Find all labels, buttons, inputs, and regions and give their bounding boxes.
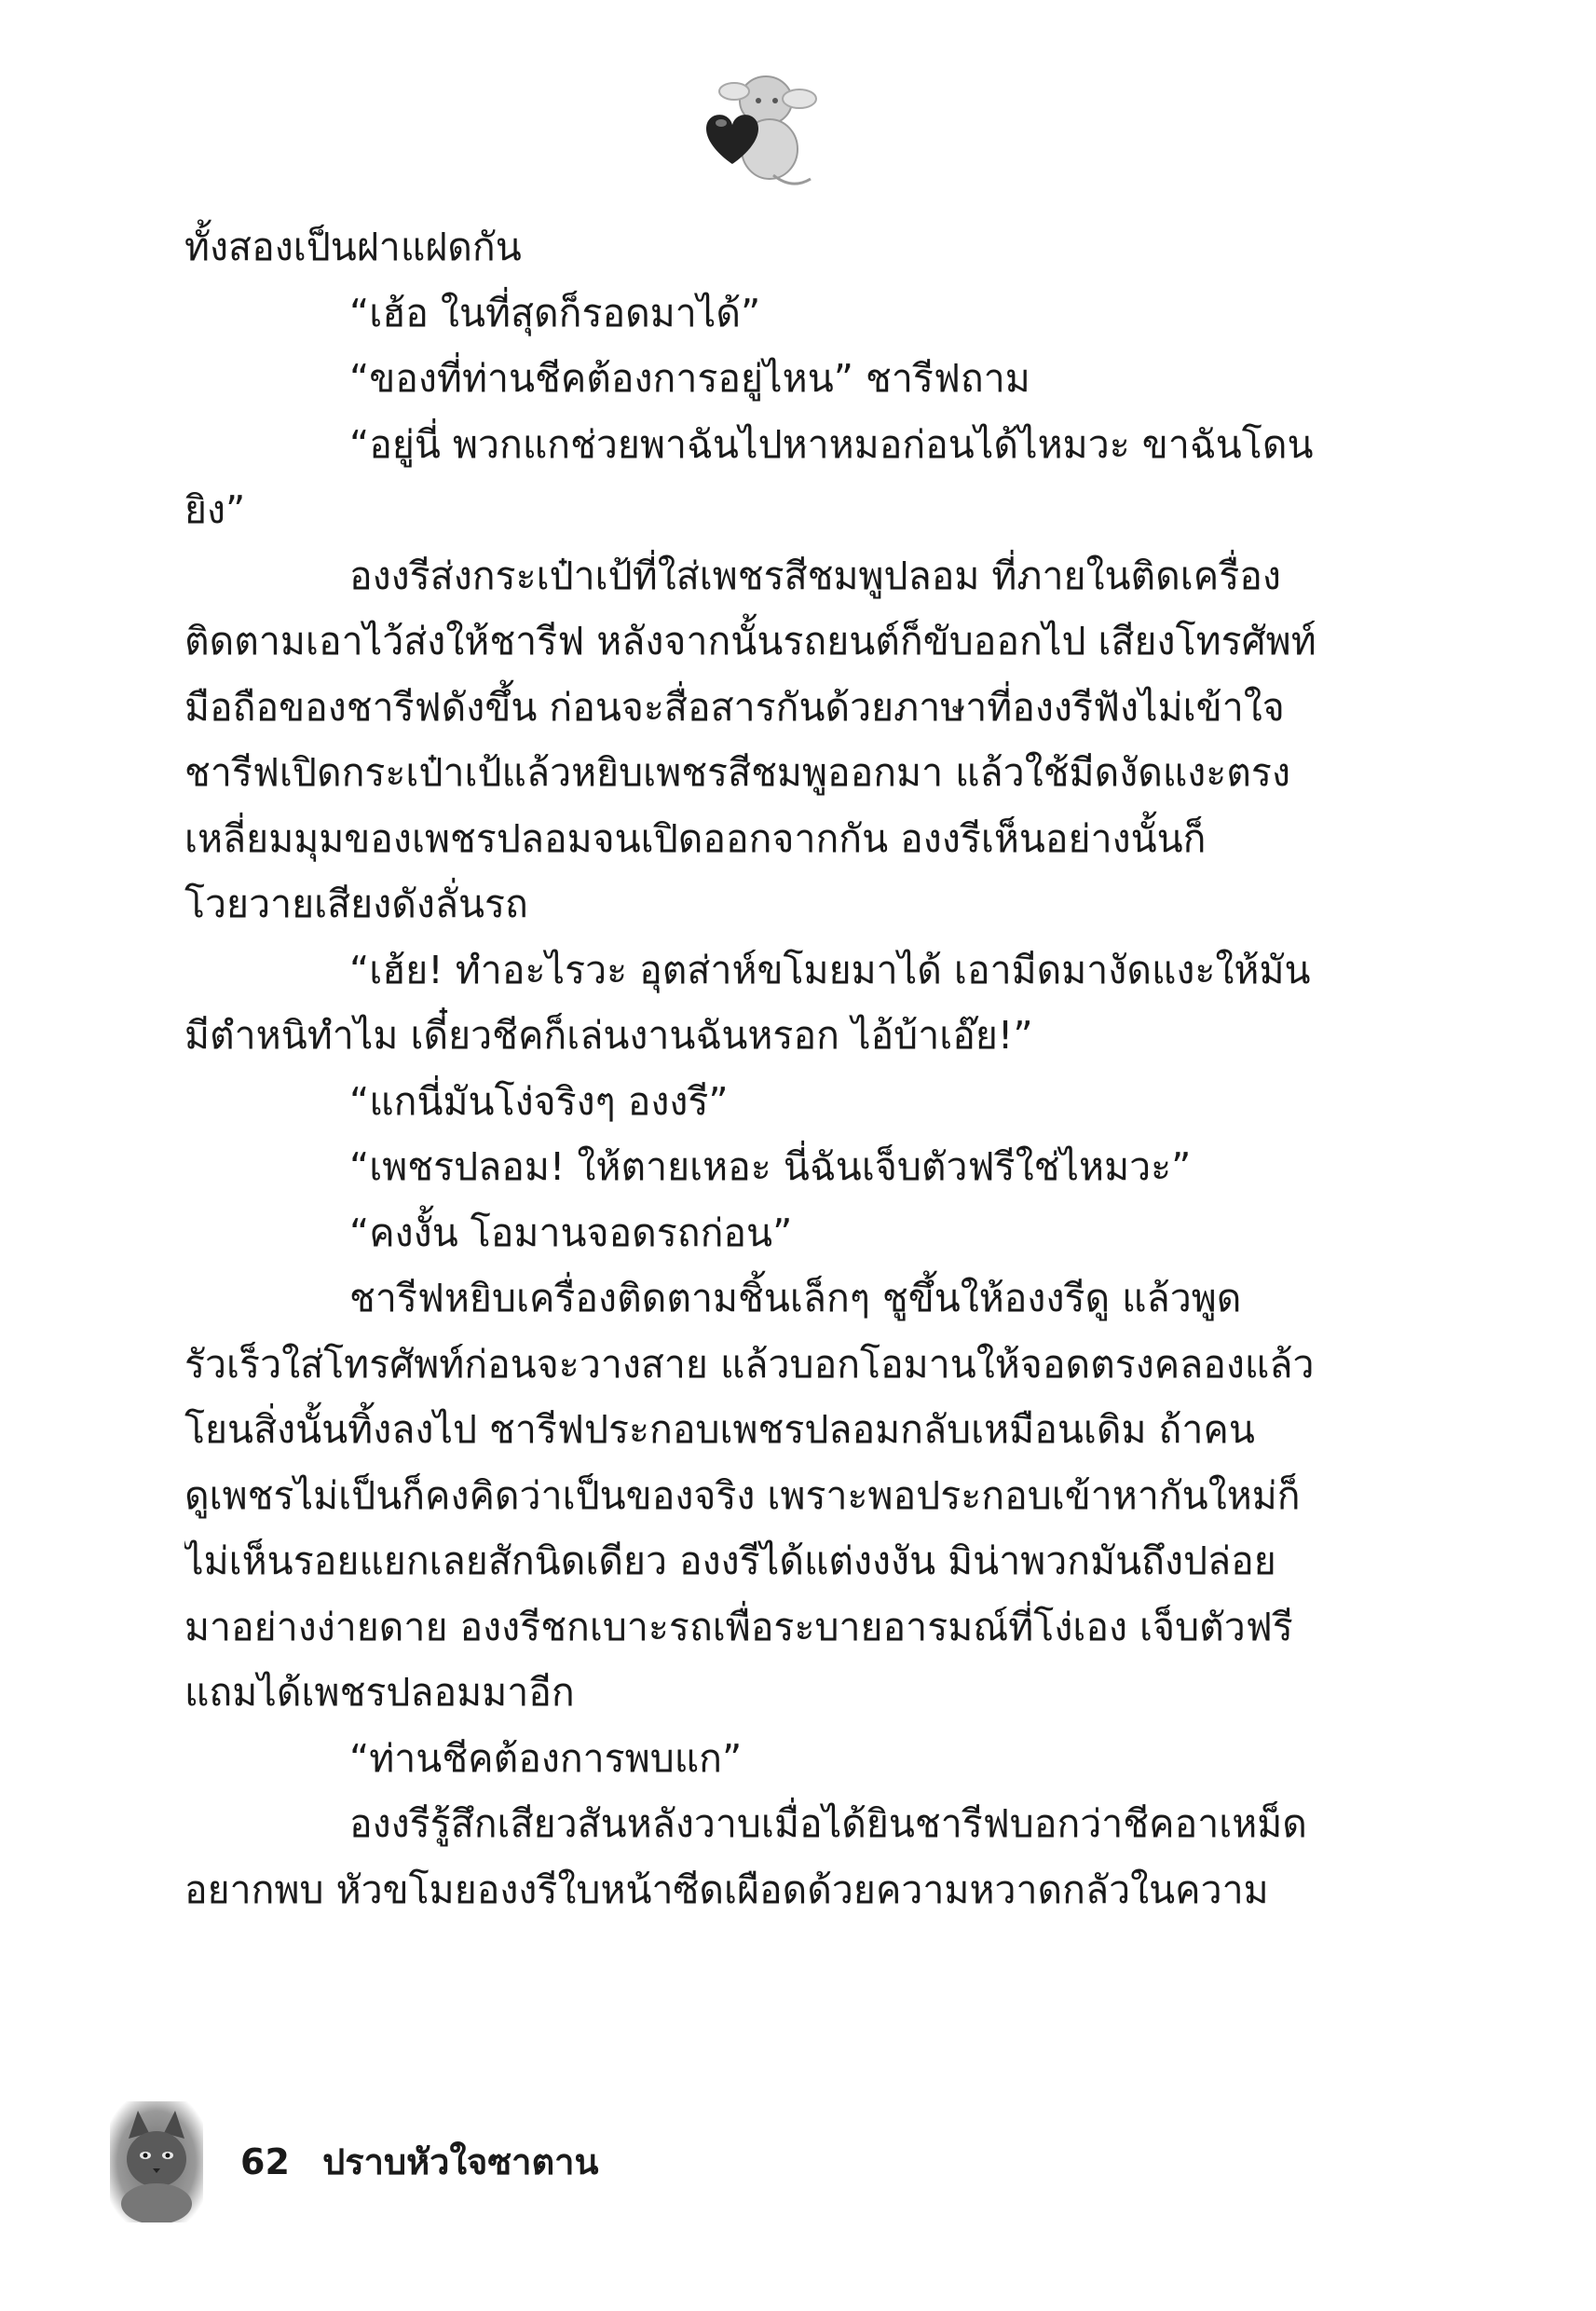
text-line: ยิง” [184, 487, 246, 532]
text-line: “แกนี่มันโง่จริงๆ องงรี” [349, 1078, 729, 1124]
text-line: “ของที่ท่านชีคต้องการอยู่ไหน” ชารีฟถาม [349, 356, 1030, 401]
cupid-heart-icon [689, 63, 820, 194]
text-line: ดูเพชรไม่เป็นก็คงคิดว่าเป็นของจริง เพราะพอประกอบเข้าหากันใหม่ก็ [184, 1472, 1301, 1518]
text-line: องงรีส่งกระเป๋าเป้ที่ใส่เพชรสีชมพูปลอม ที่ภายในติดเครื่อง [349, 553, 1281, 598]
text-line: มาอย่างง่ายดาย องงรีชกเบาะรถเพื่อระบายอารมณ์ที่โง่เอง เจ็บตัวฟรี [184, 1604, 1293, 1649]
text-line: แถมได้เพชรปลอมมาอีก [184, 1670, 575, 1715]
text-line: ติดตามเอาไว้ส่งให้ชารีฟ หลังจากนั้นรถยนต์ก็ขับออกไป เสียงโทรศัพท์ [184, 619, 1316, 663]
cat-photo-icon [110, 2101, 203, 2222]
text-line: “เพชรปลอม! ให้ตายเหอะ นี่ฉันเจ็บตัวฟรีใช่ไหมวะ” [349, 1144, 1192, 1189]
text-line: ไม่เห็นรอยแยกเลยสักนิดเดียว องงรีได้แต่งงงัน มิน่าพวกมันถึงปล่อย [184, 1538, 1276, 1583]
text-line: เหลี่ยมมุมของเพชรปลอมจนเปิดออกจากกัน องงรีเห็นอย่างนั้นก็ [184, 815, 1207, 861]
text-line: โวยวายเสียงดังลั่นรถ [184, 882, 528, 926]
text-line: “ท่านชีคต้องการพบแก” [349, 1735, 743, 1781]
text-line: ชารีฟหยิบเครื่องติดตามชิ้นเล็กๆ ชูขึ้นให้องงรีดู แล้วพูด [349, 1276, 1242, 1320]
text-line: “คงงั้น โอมานจอดรถก่อน” [349, 1210, 793, 1255]
book-title: ปราบหัวใจซาตาน [322, 2141, 599, 2182]
text-line: “เฮ้ย! ทำอะไรวะ อุตส่าห์ขโมยมาได้ เอามีดมางัดแงะให้มัน [349, 947, 1311, 992]
text-line: องงรีรู้สึกเสียวสันหลังวาบเมื่อได้ยินชารีฟบอกว่าชีคอาเหม็ด [349, 1801, 1307, 1846]
text-line: รัวเร็วใส่โทรศัพท์ก่อนจะวางสาย แล้วบอกโอมานให้จอดตรงคลองแล้ว [184, 1341, 1315, 1387]
text-line: ชารีฟเปิดกระเป๋าเป้แล้วหยิบเพชรสีชมพูออกมา แล้วใช้มีดงัดแงะตรง [184, 750, 1290, 795]
text-line: มีตำหนิทำไม เดี๋ยวชีคก็เล่นงานฉันหรอก ไอ้บ้าเอ๊ย!” [184, 1013, 1033, 1058]
text-line: มือถือของชารีฟดังขึ้น ก่อนจะสื่อสารกันด้วยภาษาที่องงรีฟังไม่เข้าใจ [184, 684, 1285, 730]
text-line: ทั้งสองเป็นฝาแฝดกัน [184, 225, 522, 269]
page-number: 62 [240, 2141, 290, 2182]
text-line: อยากพบ หัวขโมยองงรีใบหน้าซีดเผือดด้วยความหวาดกลัวในความ [184, 1867, 1269, 1912]
page-footer [240, 2134, 598, 2190]
body-text [184, 214, 1335, 1922]
text-line: โยนสิ่งนั้นทิ้งลงไป ชารีฟประกอบเพชรปลอมกลับเหมือนเดิม ถ้าคน [184, 1407, 1255, 1452]
text-line: “เฮ้อ ในที่สุดก็รอดมาได้” [349, 290, 761, 335]
text-line: “อยู่นี่ พวกแกช่วยพาฉันไปหาหมอก่อนได้ไหมวะ ขาฉันโดน [349, 421, 1314, 467]
